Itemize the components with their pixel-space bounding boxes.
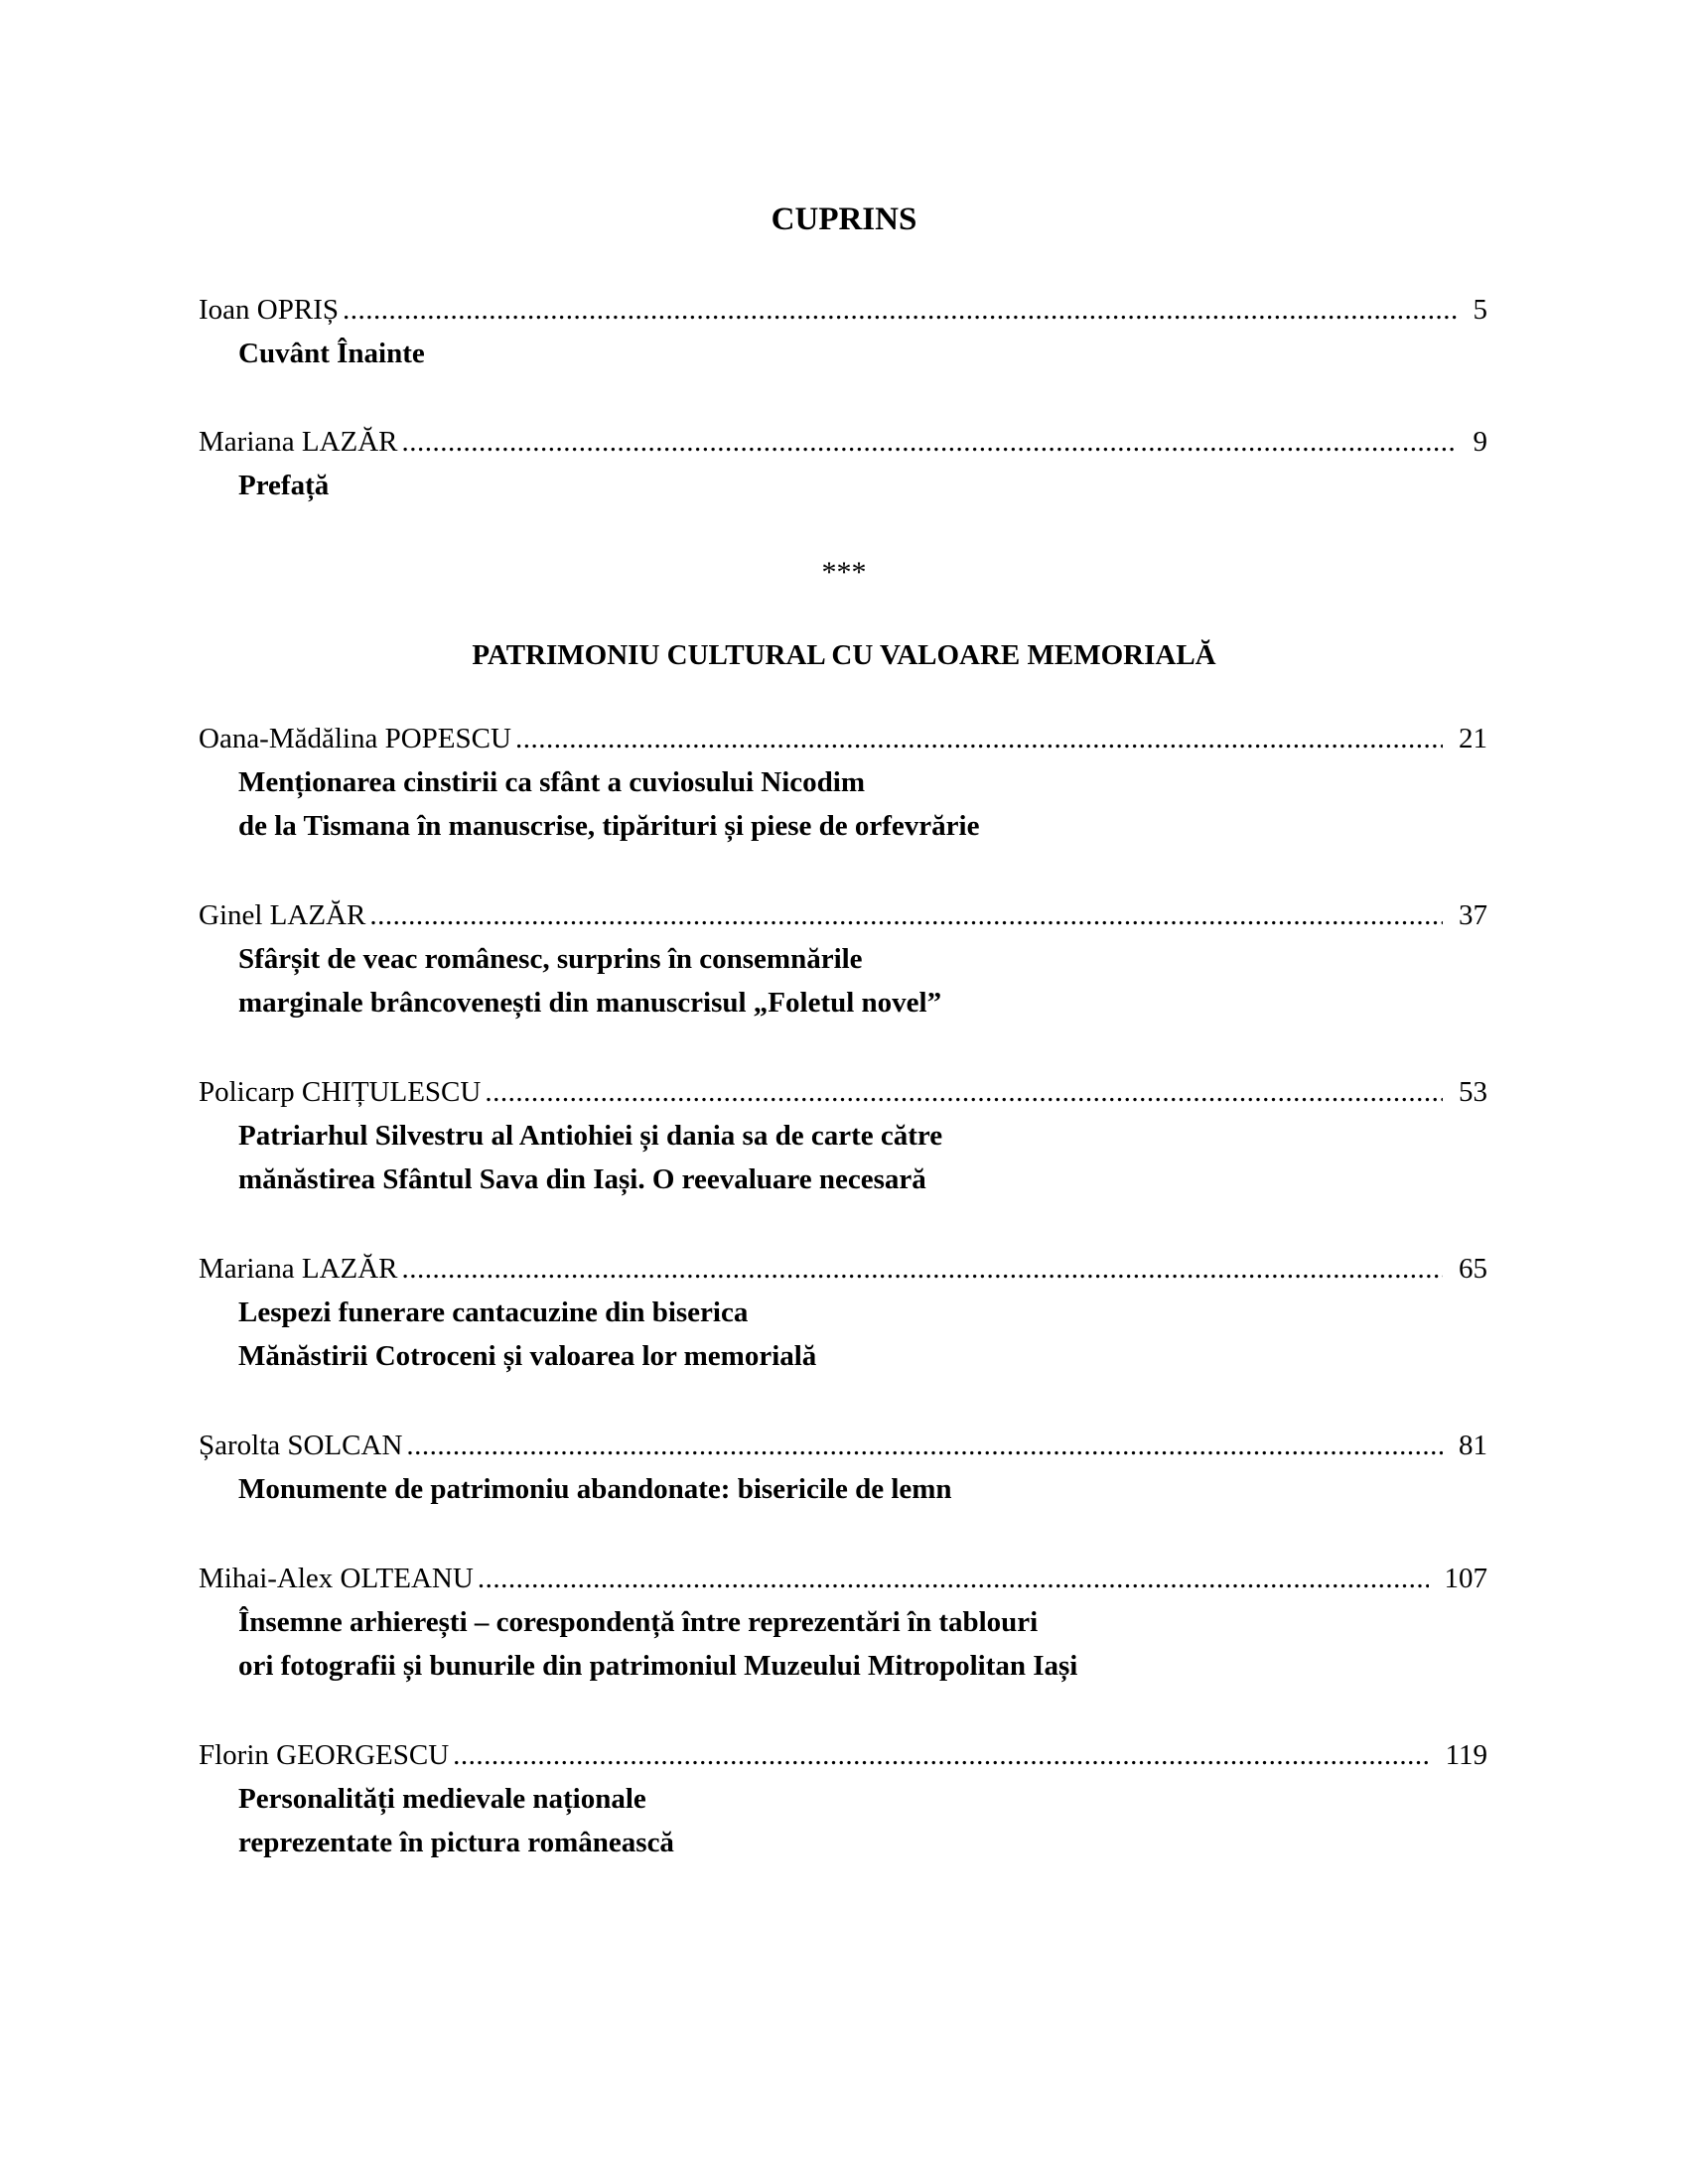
toc-title	[199, 937, 1487, 1024]
toc-entry	[199, 1733, 1487, 1864]
toc-title-line: Sfârșit de veac românesc, surprins în consemnările	[238, 943, 863, 975]
section-separator: ***	[821, 556, 867, 589]
toc-page-number: 5	[1473, 294, 1487, 326]
toc-entry	[199, 420, 1487, 507]
toc-title	[199, 1467, 1487, 1511]
toc-page-number: 107	[1444, 1563, 1487, 1594]
toc-entry-header	[199, 1247, 1487, 1291]
toc-entry-header	[199, 420, 1487, 464]
toc-title	[199, 760, 1487, 848]
toc-author: Policarp CHIȚULESCU	[199, 1076, 482, 1108]
dot-leader	[369, 893, 1443, 937]
toc-author: Ginel LAZĂR	[199, 899, 366, 931]
toc-page-number: 65	[1459, 1253, 1487, 1285]
toc-title-line: marginale brâncovenești din manuscrisul „Foletul novel”	[238, 987, 942, 1019]
dot-leader	[406, 1424, 1443, 1467]
toc-entry	[199, 1557, 1487, 1688]
toc-title-line: Monumente de patrimoniu abandonate: bisericile de lemn	[238, 1473, 952, 1505]
toc-entry-header	[199, 1733, 1487, 1777]
dot-leader	[515, 717, 1443, 760]
toc-page-number: 119	[1445, 1739, 1487, 1771]
toc-title	[199, 1114, 1487, 1201]
toc-entry-header	[199, 1557, 1487, 1600]
page-title: CUPRINS	[771, 202, 917, 237]
toc-entry	[199, 1424, 1487, 1511]
toc-entry-header	[199, 288, 1487, 332]
toc-entry-header	[199, 1070, 1487, 1114]
toc-title	[199, 332, 1487, 375]
toc-page-number: 37	[1459, 899, 1487, 931]
toc-title	[199, 1291, 1487, 1378]
toc-author: Florin GEORGESCU	[199, 1739, 450, 1771]
toc-title-line: ori fotografii și bunurile din patrimoniul Muzeului Mitropolitan Iași	[238, 1650, 1078, 1682]
toc-entry-header	[199, 717, 1487, 760]
dot-leader	[343, 288, 1458, 332]
toc-title-line: reprezentate în pictura românească	[238, 1827, 674, 1858]
toc-author: Mariana LAZĂR	[199, 426, 398, 458]
toc-entry-header	[199, 1424, 1487, 1467]
toc-author: Ioan OPRIȘ	[199, 294, 339, 326]
toc-title-line: Însemne arhierești – corespondență între reprezentări în tablouri	[238, 1606, 1039, 1638]
dot-leader	[485, 1070, 1443, 1114]
toc-author: Șarolta SOLCAN	[199, 1430, 403, 1461]
dot-leader	[453, 1733, 1429, 1777]
dot-leader	[402, 1247, 1443, 1291]
toc-title-line: Menționarea cinstirii ca sfânt a cuviosului Nicodim	[238, 766, 866, 798]
toc-title-line: Patriarhul Silvestru al Antiohiei și dania sa de carte către	[238, 1120, 943, 1152]
toc-page-number: 9	[1473, 426, 1487, 458]
toc-entry	[199, 1247, 1487, 1378]
toc-title-line: Prefață	[238, 470, 330, 501]
toc-title-line: Personalități medievale naționale	[238, 1783, 646, 1815]
toc-title	[199, 1600, 1487, 1688]
toc-author: Oana-Mădălina POPESCU	[199, 723, 511, 754]
toc-title	[199, 464, 1487, 507]
dot-leader	[402, 420, 1458, 464]
toc-page-number: 53	[1459, 1076, 1487, 1108]
dot-leader	[478, 1557, 1429, 1600]
toc-author: Mihai-Alex OLTEANU	[199, 1563, 474, 1594]
toc-title	[199, 1777, 1487, 1864]
toc-title-line: Lespezi funerare cantacuzine din biserica	[238, 1297, 749, 1328]
toc-entry	[199, 288, 1487, 375]
toc-entry	[199, 1070, 1487, 1201]
toc-page-number: 21	[1459, 723, 1487, 754]
toc-title-line: Mănăstirii Cotroceni și valoarea lor memorială	[238, 1340, 817, 1372]
toc-entry	[199, 717, 1487, 848]
toc-title-line: mănăstirea Sfântul Sava din Iași. O reevaluare necesară	[238, 1163, 926, 1195]
toc-page-number: 81	[1459, 1430, 1487, 1461]
toc-entry-header	[199, 893, 1487, 937]
toc-entry	[199, 893, 1487, 1024]
toc-title-line: de la Tismana în manuscrise, tipărituri și piese de orfevrărie	[238, 810, 980, 842]
section-heading: PATRIMONIU CULTURAL CU VALOARE MEMORIALĂ	[472, 639, 1216, 671]
toc-title-line: Cuvânt Înainte	[238, 338, 425, 369]
toc-author: Mariana LAZĂR	[199, 1253, 398, 1285]
